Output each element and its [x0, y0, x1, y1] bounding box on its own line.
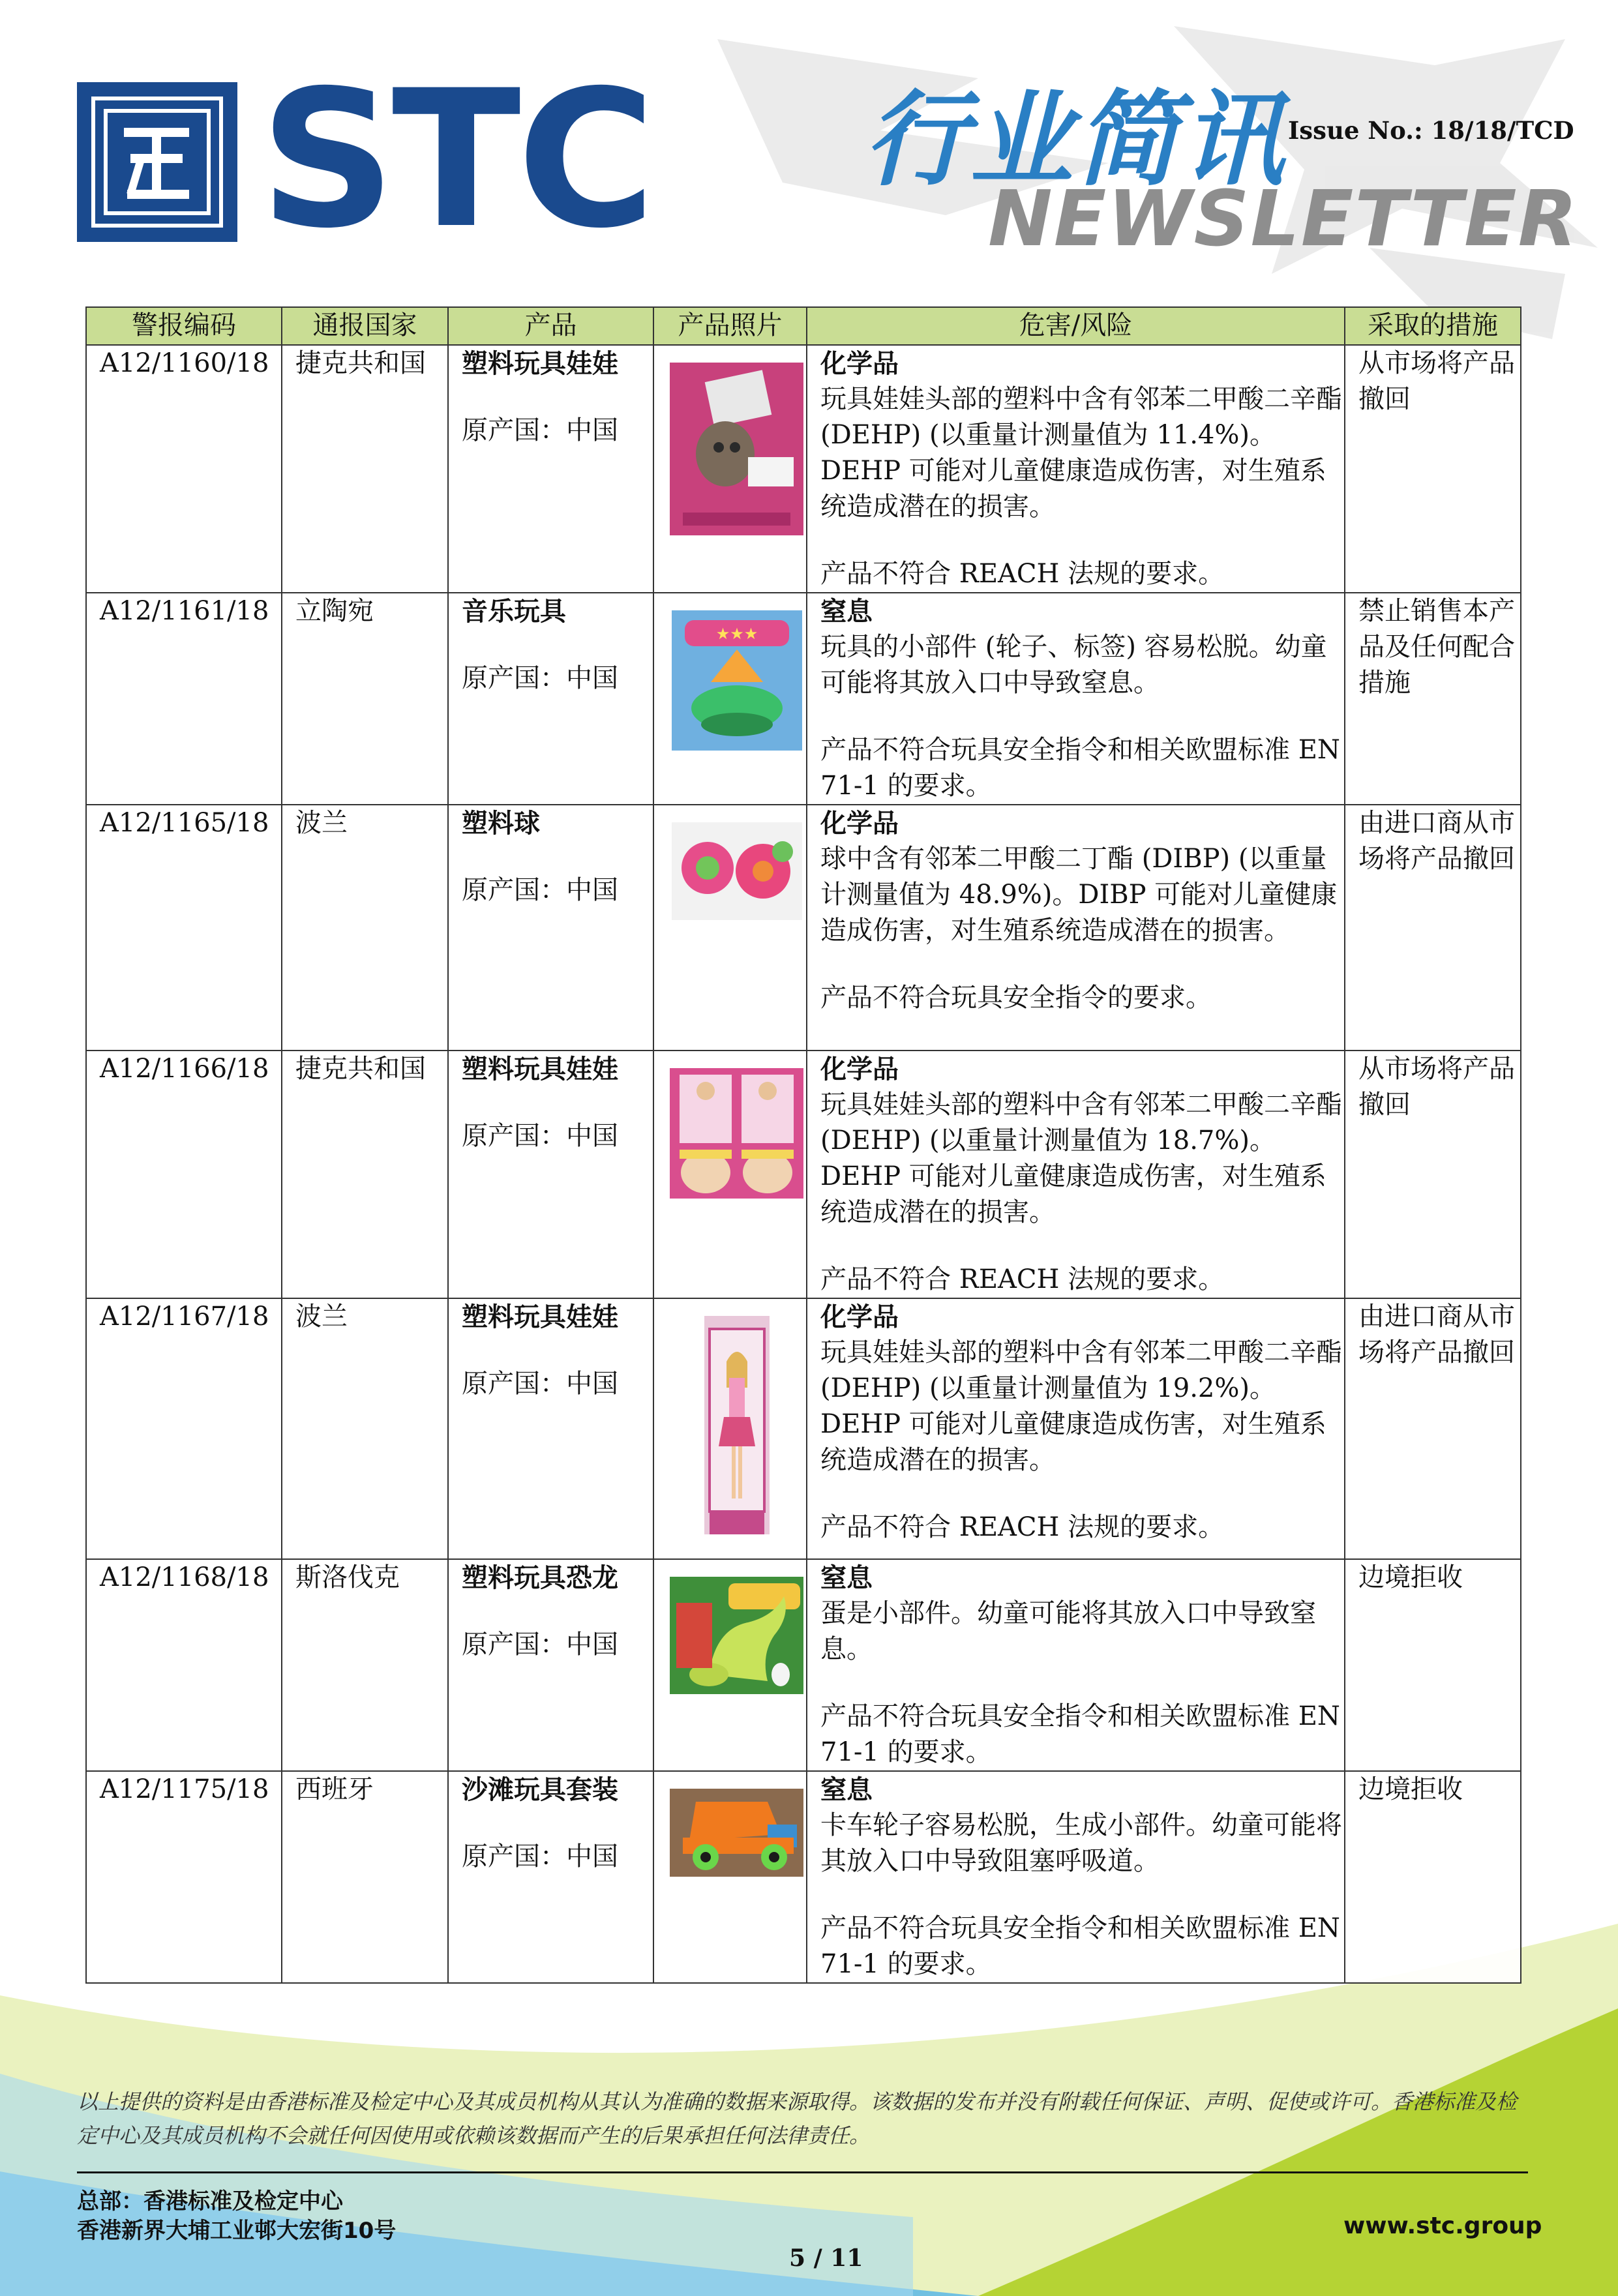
- product-name: 塑料玩具娃娃: [462, 1302, 618, 1332]
- compliance-note: 产品不符合 REACH 法规的要求。: [820, 1512, 1225, 1542]
- headquarters-address: 香港新界大埔工业邨大宏街10号: [77, 2218, 397, 2244]
- hazard-cell: [807, 1298, 1345, 1559]
- alert-code: A12/1175/18: [86, 1771, 282, 1983]
- product-cell: [448, 1771, 653, 1983]
- table-row: [86, 1051, 1521, 1298]
- hazard-description: 卡车轮子容易松脱，生成小部件。幼童可能将其放入口中导致阻塞呼吸道。: [820, 1810, 1342, 1876]
- product-name: 塑料球: [462, 808, 540, 839]
- notifying-country: 斯洛伐克: [282, 1559, 448, 1771]
- stc-logo-mark: [77, 82, 237, 242]
- hazard-description: 蛋是小部件。幼童可能将其放入口中导致窒息。: [820, 1598, 1316, 1664]
- compliance-note: 产品不符合 REACH 法规的要求。: [820, 1264, 1225, 1294]
- notifying-country: 波兰: [282, 805, 448, 1051]
- compliance-note: 产品不符合玩具安全指令和相关欧盟标准 EN 71-1 的要求。: [820, 1701, 1340, 1767]
- stc-emblem-icon: [91, 97, 223, 228]
- product-name: 音乐玩具: [462, 596, 566, 627]
- product-cell: [448, 593, 653, 805]
- website-link[interactable]: www.stc.group: [1343, 2213, 1542, 2239]
- measure-taken: 从市场将产品撤回: [1345, 345, 1521, 593]
- country-of-origin: 原产国：中国: [462, 415, 618, 445]
- column-header-country: 通报国家: [282, 307, 448, 345]
- alert-code: A12/1167/18: [86, 1298, 282, 1559]
- stc-logo-text: STC: [260, 50, 652, 270]
- spiky-balls-photo-icon: [672, 822, 802, 920]
- notifying-country: 西班牙: [282, 1771, 448, 1983]
- disclaimer-text: 以上提供的资料是由香港标准及检定中心及其成员机构从其认为准确的数据来源取得。该数据的发布并没有附载任何保证、声明、促使或许可。香港标准及检定中心及其成员机构不会就任何因使用或依赖该数据而产生的后果承担任何法律责任。: [77, 2089, 1518, 2148]
- product-name: 塑料玩具娃娃: [462, 348, 618, 379]
- measure-taken: 禁止销售本产品及任何配合措施: [1345, 593, 1521, 805]
- hazard-cell: [807, 805, 1345, 1051]
- measure-taken: 由进口商从市场将产品撤回: [1345, 1298, 1521, 1559]
- notifying-country: 立陶宛: [282, 593, 448, 805]
- headquarters-label: 总部：香港标准及检定中心: [77, 2188, 343, 2214]
- country-of-origin: 原产国：中国: [462, 875, 618, 905]
- alert-code: A12/1166/18: [86, 1051, 282, 1298]
- hazard-type: 化学品: [820, 808, 899, 839]
- hazard-description: 玩具娃娃头部的塑料中含有邻苯二甲酸二辛酯 (DEHP) (以重量计测量值为 11.4%)。DEHP 可能对儿童健康造成伤害，对生殖系统造成潜在的损害。: [820, 384, 1342, 522]
- compliance-note: 产品不符合玩具安全指令和相关欧盟标准 EN 71-1 的要求。: [820, 735, 1340, 801]
- product-photo-cell: [653, 345, 807, 593]
- notifying-country: 捷克共和国: [282, 1051, 448, 1298]
- svg-text:★★★: ★★★: [715, 625, 758, 643]
- newsletter-title-en: NEWSLETTER: [988, 173, 1579, 263]
- product-photo-cell: [653, 805, 807, 1051]
- doll-tall-box-photo-icon: [704, 1316, 770, 1534]
- hazard-type: 窒息: [820, 596, 873, 627]
- doll-package-photo-icon: [670, 363, 803, 535]
- product-cell: [448, 1559, 653, 1771]
- column-header-photo: 产品照片: [653, 307, 807, 345]
- measure-taken: 从市场将产品撤回: [1345, 1051, 1521, 1298]
- product-cell: [448, 1298, 653, 1559]
- product-cell: [448, 345, 653, 593]
- hazard-type: 化学品: [820, 1054, 899, 1084]
- table-row: [86, 593, 1521, 805]
- measure-taken: 边境拒收: [1345, 1559, 1521, 1771]
- page-number: 5 / 11: [789, 2244, 863, 2272]
- hazard-description: 玩具娃娃头部的塑料中含有邻苯二甲酸二辛酯 (DEHP) (以重量计测量值为 18.7%)。DEHP 可能对儿童健康造成伤害，对生殖系统造成潜在的损害。: [820, 1090, 1342, 1227]
- hazard-cell: [807, 1051, 1345, 1298]
- product-photo-cell: [653, 593, 807, 805]
- table-row: [86, 1771, 1521, 1983]
- table-header-row: [86, 307, 1521, 345]
- hazard-type: 窒息: [820, 1562, 873, 1593]
- footer-divider: [77, 2171, 1528, 2173]
- alert-code: A12/1168/18: [86, 1559, 282, 1771]
- hazard-type: 化学品: [820, 1302, 899, 1332]
- alert-code: A12/1165/18: [86, 805, 282, 1051]
- hazard-description: 玩具的小部件 (轮子、标签) 容易松脱。幼童可能将其放入口中导致窒息。: [820, 632, 1327, 698]
- hazard-type: 化学品: [820, 348, 899, 379]
- hazard-description: 球中含有邻苯二甲酸二丁酯 (DIBP) (以重量计测量值为 48.9%)。DIBP 可能对儿童健康造成伤害，对生殖系统造成潜在的损害。: [820, 844, 1338, 946]
- country-of-origin: 原产国：中国: [462, 663, 618, 693]
- product-photo-cell: [653, 1051, 807, 1298]
- column-header-code: 警报编码: [86, 307, 282, 345]
- measure-taken: 边境拒收: [1345, 1771, 1521, 1983]
- country-of-origin: 原产国：中国: [462, 1841, 618, 1871]
- music-toy-box-photo-icon: [672, 610, 802, 751]
- product-name: 塑料玩具娃娃: [462, 1054, 618, 1084]
- product-name: 沙滩玩具套装: [462, 1774, 618, 1805]
- table-row: [86, 1298, 1521, 1559]
- dinosaur-toy-photo-icon: [670, 1577, 803, 1694]
- column-header-product: 产品: [448, 307, 653, 345]
- product-cell: [448, 805, 653, 1051]
- table-row: [86, 345, 1521, 593]
- hazard-cell: [807, 345, 1345, 593]
- product-cell: [448, 1051, 653, 1298]
- notifying-country: 波兰: [282, 1298, 448, 1559]
- doll-pair-box-photo-icon: [670, 1068, 803, 1199]
- alert-code: A12/1160/18: [86, 345, 282, 593]
- alert-table: [85, 306, 1521, 1984]
- alert-code: A12/1161/18: [86, 593, 282, 805]
- hazard-cell: [807, 1559, 1345, 1771]
- measure-taken: 由进口商从市场将产品撤回: [1345, 805, 1521, 1051]
- compliance-note: 产品不符合玩具安全指令和相关欧盟标准 EN 71-1 的要求。: [820, 1913, 1340, 1979]
- product-photo-cell: [653, 1298, 807, 1559]
- table-row: [86, 1559, 1521, 1771]
- column-header-hazard: 危害/风险: [807, 307, 1345, 345]
- product-photo-cell: [653, 1559, 807, 1771]
- product-name: 塑料玩具恐龙: [462, 1562, 618, 1593]
- hazard-cell: [807, 1771, 1345, 1983]
- notifying-country: 捷克共和国: [282, 345, 448, 593]
- compliance-note: 产品不符合 REACH 法规的要求。: [820, 559, 1225, 589]
- country-of-origin: 原产国：中国: [462, 1369, 618, 1399]
- newsletter-title-cn: 行业简讯: [864, 80, 1287, 200]
- country-of-origin: 原产国：中国: [462, 1121, 618, 1151]
- table-row: [86, 805, 1521, 1051]
- hazard-type: 窒息: [820, 1774, 873, 1805]
- product-photo-cell: [653, 1771, 807, 1983]
- hazard-cell: [807, 593, 1345, 805]
- issue-number: Issue No.: 18/18/TCD: [1288, 116, 1574, 145]
- hazard-description: 玩具娃娃头部的塑料中含有邻苯二甲酸二辛酯 (DEHP) (以重量计测量值为 19.2%)。DEHP 可能对儿童健康造成伤害，对生殖系统造成潜在的损害。: [820, 1337, 1342, 1475]
- column-header-measure: 采取的措施: [1345, 307, 1521, 345]
- beach-truck-photo-icon: [670, 1789, 803, 1877]
- country-of-origin: 原产国：中国: [462, 1630, 618, 1660]
- stc-logo: [77, 50, 683, 270]
- compliance-note: 产品不符合玩具安全指令的要求。: [820, 983, 1212, 1013]
